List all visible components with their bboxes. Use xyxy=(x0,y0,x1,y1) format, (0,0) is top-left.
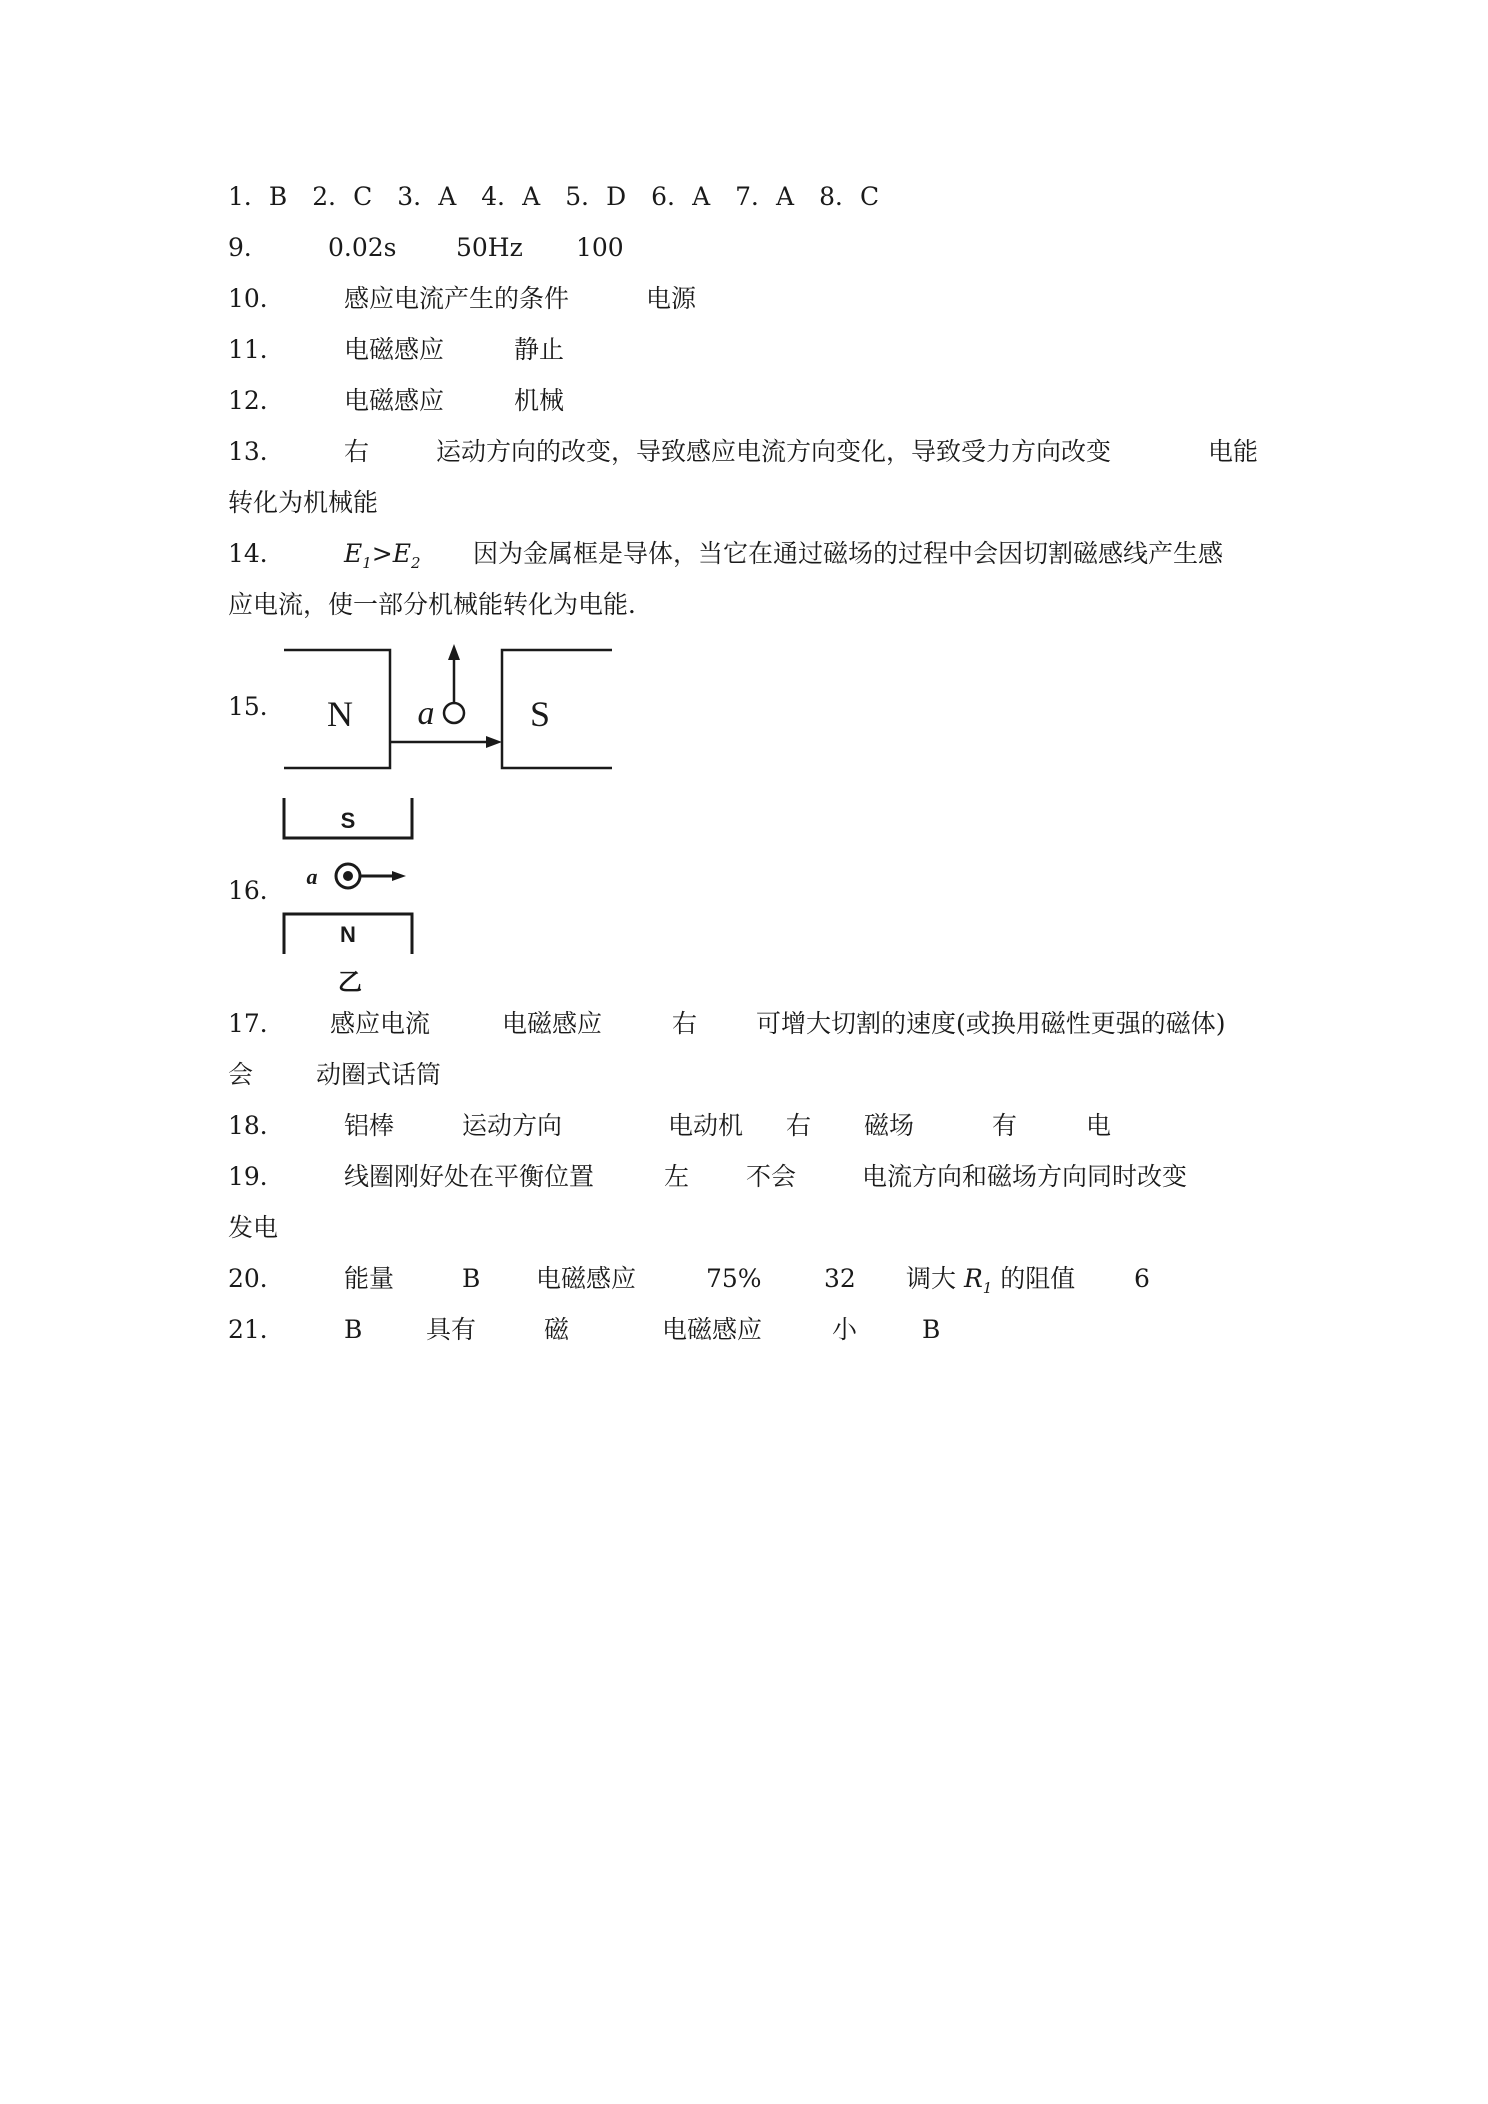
question-number: 9． xyxy=(228,233,269,262)
question-number: 10． xyxy=(228,284,285,313)
answer-blank: 电流方向和磁场方向同时改变 xyxy=(862,1162,1188,1191)
answer-blank: 电磁感应 xyxy=(344,386,445,415)
question-number: 11． xyxy=(228,335,285,364)
answer-14-continuation: 应电流，使一部分机械能转化为电能． xyxy=(228,590,654,619)
figure-caption: 乙 xyxy=(338,968,362,996)
answer-blank: 75% xyxy=(706,1264,762,1293)
south-pole-label: S xyxy=(340,808,356,833)
question-number: 20． xyxy=(228,1264,285,1293)
answer-blank: 可增大切割的速度(或换用磁性更强的磁体) xyxy=(756,1009,1226,1038)
answer-blank: 磁场 xyxy=(864,1111,915,1140)
answer-blank: 50Hz xyxy=(456,233,523,262)
question-number: 18． xyxy=(228,1111,285,1140)
answer-13 xyxy=(228,437,1258,467)
answer-20 xyxy=(228,1264,1150,1303)
north-pole-label: N xyxy=(340,922,356,947)
answer-blank: 电源 xyxy=(646,284,697,313)
answer-blank: 磁 xyxy=(544,1315,570,1344)
e1-subscript: 1 xyxy=(362,554,372,572)
question-number: 17． xyxy=(228,1009,285,1038)
answer-blank: 具有 xyxy=(426,1315,477,1344)
question-number: 14． xyxy=(228,539,285,568)
resistor-subscript: 1 xyxy=(982,1279,993,1297)
field-arrowhead xyxy=(486,736,502,748)
answer-blank: 电 xyxy=(1086,1111,1112,1140)
answer-blank: 电磁感应 xyxy=(662,1315,763,1344)
north-pole-label: N xyxy=(327,694,353,734)
answer-blank: 小 xyxy=(832,1315,858,1344)
answer-blank: 电能 xyxy=(1208,437,1259,466)
answer-blank: 感应电流 xyxy=(330,1009,431,1038)
answer-15-number: 15． xyxy=(228,692,285,721)
answer-blank: 右 xyxy=(344,437,370,466)
answer-10 xyxy=(228,284,696,314)
answer-18 xyxy=(228,1111,1111,1141)
answer-blank: 有 xyxy=(992,1111,1018,1140)
question-number: 19． xyxy=(228,1162,285,1191)
magnet-diagram-15 xyxy=(282,640,612,775)
answer-19 xyxy=(228,1162,1187,1192)
greater-than-sign: > xyxy=(371,539,393,568)
e2-subscript: 2 xyxy=(411,554,421,572)
energy-comparison xyxy=(344,539,473,578)
question-number: 12． xyxy=(228,386,285,415)
answer-blank: 会 xyxy=(228,1060,254,1089)
answer-blank: 右 xyxy=(786,1111,812,1140)
answer-blank: 机械 xyxy=(514,386,565,415)
answer-17 xyxy=(228,1009,1226,1039)
answer-blank: 电磁感应 xyxy=(536,1264,637,1293)
answer-blank: 不会 xyxy=(746,1162,797,1191)
answer-blank: 电动机 xyxy=(668,1111,744,1140)
answer-blank: 铝棒 xyxy=(344,1111,395,1140)
wire-cross-section xyxy=(444,703,464,723)
answer-blank: B xyxy=(922,1315,941,1344)
answer-blank: B xyxy=(462,1264,481,1293)
resistor-answer-suffix: 的阻值 xyxy=(992,1264,1076,1293)
answer-blank: 32 xyxy=(824,1264,856,1293)
resistor-symbol: R xyxy=(963,1264,983,1293)
answer-blank: 线圈刚好处在平衡位置 xyxy=(344,1162,595,1191)
answer-blank: 右 xyxy=(672,1009,698,1038)
answer-blank: 左 xyxy=(664,1162,690,1191)
resistor-answer-prefix: 调大 xyxy=(906,1264,964,1293)
answer-blank: 动圈式话筒 xyxy=(316,1060,442,1089)
wire-label: a xyxy=(417,695,435,732)
e2-symbol: E xyxy=(392,539,411,568)
magnet-diagram-16 xyxy=(278,796,428,996)
answer-explanation: 因为金属框是导体，当它在通过磁场的过程中会因切割磁感线产生感 xyxy=(473,539,1224,568)
answer-11 xyxy=(228,335,564,365)
answer-blank: 感应电流产生的条件 xyxy=(344,284,570,313)
answer-19-continuation: 发电 xyxy=(228,1213,279,1242)
answer-21 xyxy=(228,1315,940,1345)
answer-blank: 6 xyxy=(1134,1264,1150,1293)
answer-blank: 电磁感应 xyxy=(502,1009,603,1038)
south-pole-label: S xyxy=(529,694,551,734)
answer-blank: 运动方向的改变，导致感应电流方向变化，导致受力方向改变 xyxy=(436,437,1112,466)
question-number: 21． xyxy=(228,1315,285,1344)
answer-17-continuation xyxy=(228,1060,441,1090)
motion-arrowhead xyxy=(392,871,406,881)
e1-symbol: E xyxy=(344,539,363,568)
answer-13-continuation: 转化为机械能 xyxy=(228,488,379,517)
right-magnet-outline xyxy=(502,650,612,768)
answer-9 xyxy=(228,233,624,263)
answer-14 xyxy=(228,539,1223,578)
answer-blank: B xyxy=(344,1315,363,1344)
current-out-dot xyxy=(343,871,353,881)
answer-blank: 100 xyxy=(576,233,624,262)
answer-blank: 0.02s xyxy=(328,233,397,262)
answer-blank: 能量 xyxy=(344,1264,395,1293)
answer-blank: 运动方向 xyxy=(462,1111,563,1140)
answer-blank: 静止 xyxy=(514,335,565,364)
answers-1-8: 1．B 2．C 3．A 4．A 5．D 6．A 7．A 8．C xyxy=(228,182,880,211)
force-arrowhead xyxy=(448,644,460,660)
resistor-answer xyxy=(906,1264,1134,1303)
answer-12 xyxy=(228,386,564,416)
wire-label: a xyxy=(306,864,318,889)
answer-16-number: 16． xyxy=(228,876,285,905)
question-number: 13． xyxy=(228,437,285,466)
answer-blank: 电磁感应 xyxy=(344,335,445,364)
